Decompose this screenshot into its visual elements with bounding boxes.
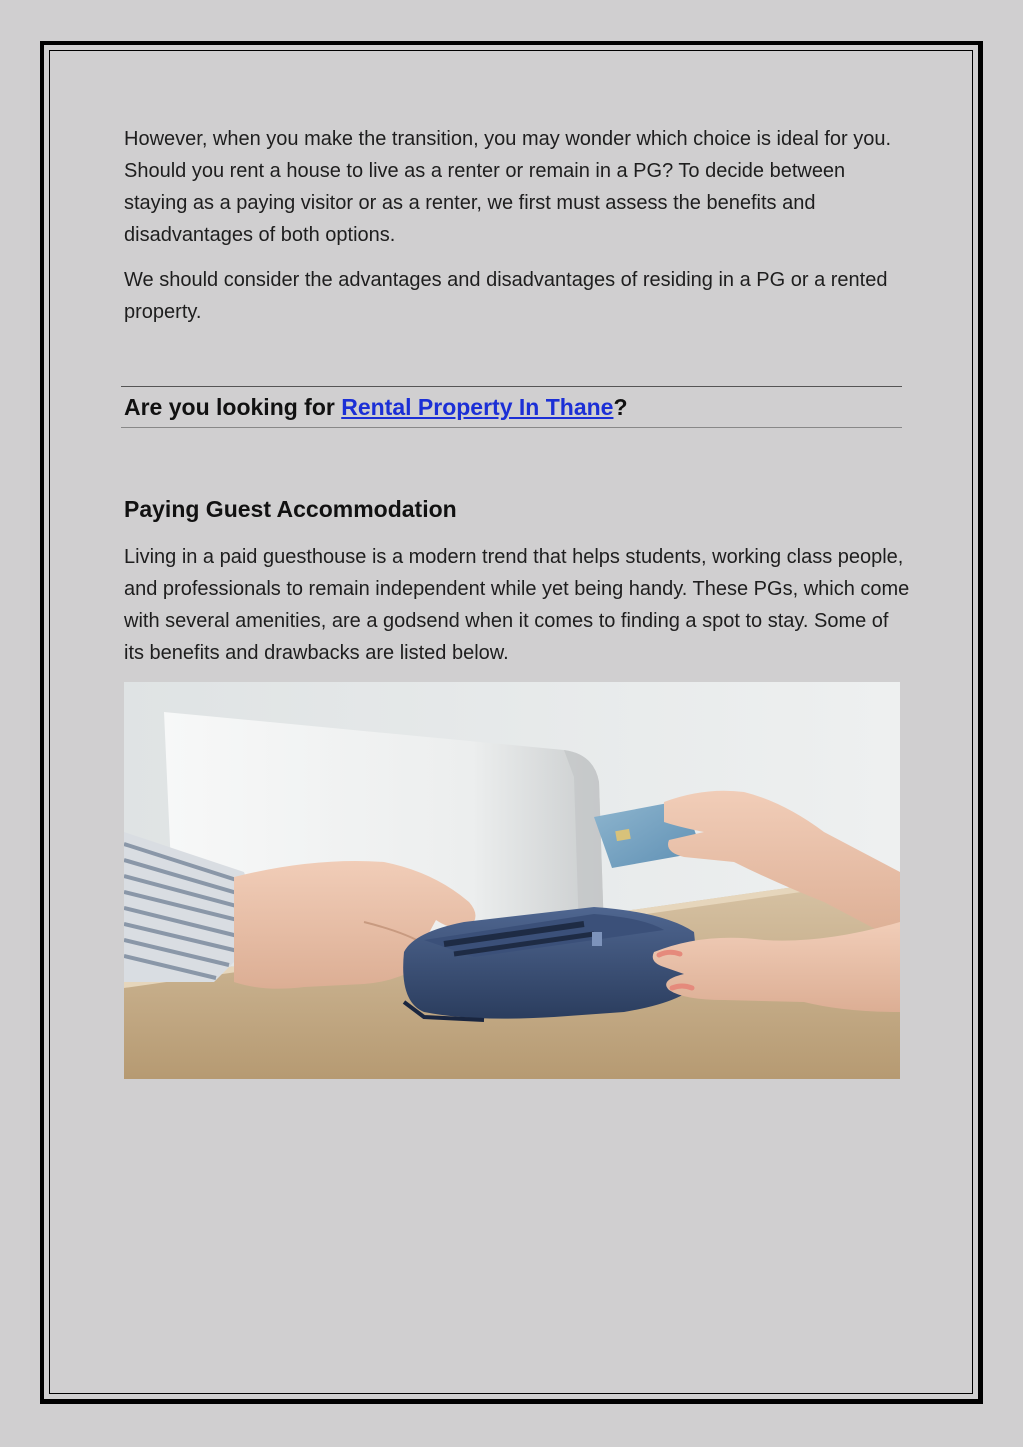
cta-prefix: Are you looking for	[124, 394, 342, 420]
cta-divider-top	[121, 386, 902, 387]
intro-paragraph: However, when you make the transition, you may wonder which choice is ideal for you. Should you rent a house to live as a renter or remain in a PG? To decide between staying as a paying visitor or as a renter, we first must assess the benefits and disadvantages of both options.	[124, 128, 892, 246]
cta-suffix: ?	[613, 394, 628, 420]
rental-cta-heading	[124, 390, 628, 424]
card-payment-photo	[124, 682, 900, 1079]
consideration-paragraph: We should consider the advantages and disadvantages of residing in a PG or a rented property.	[124, 269, 888, 323]
rental-property-link[interactable]: Rental Property In Thane	[341, 394, 614, 420]
section-heading: Paying Guest Accommodation	[124, 496, 457, 522]
cta-divider-bottom	[121, 427, 902, 428]
pg-description-paragraph: Living in a paid guesthouse is a modern trend that helps students, working class people, and professionals to remain independent while yet being handy. These PGs, which come with several amenities, are a godsend when it comes to finding a spot to stay. Some of its benefits and drawbacks are listed below.	[124, 546, 910, 664]
